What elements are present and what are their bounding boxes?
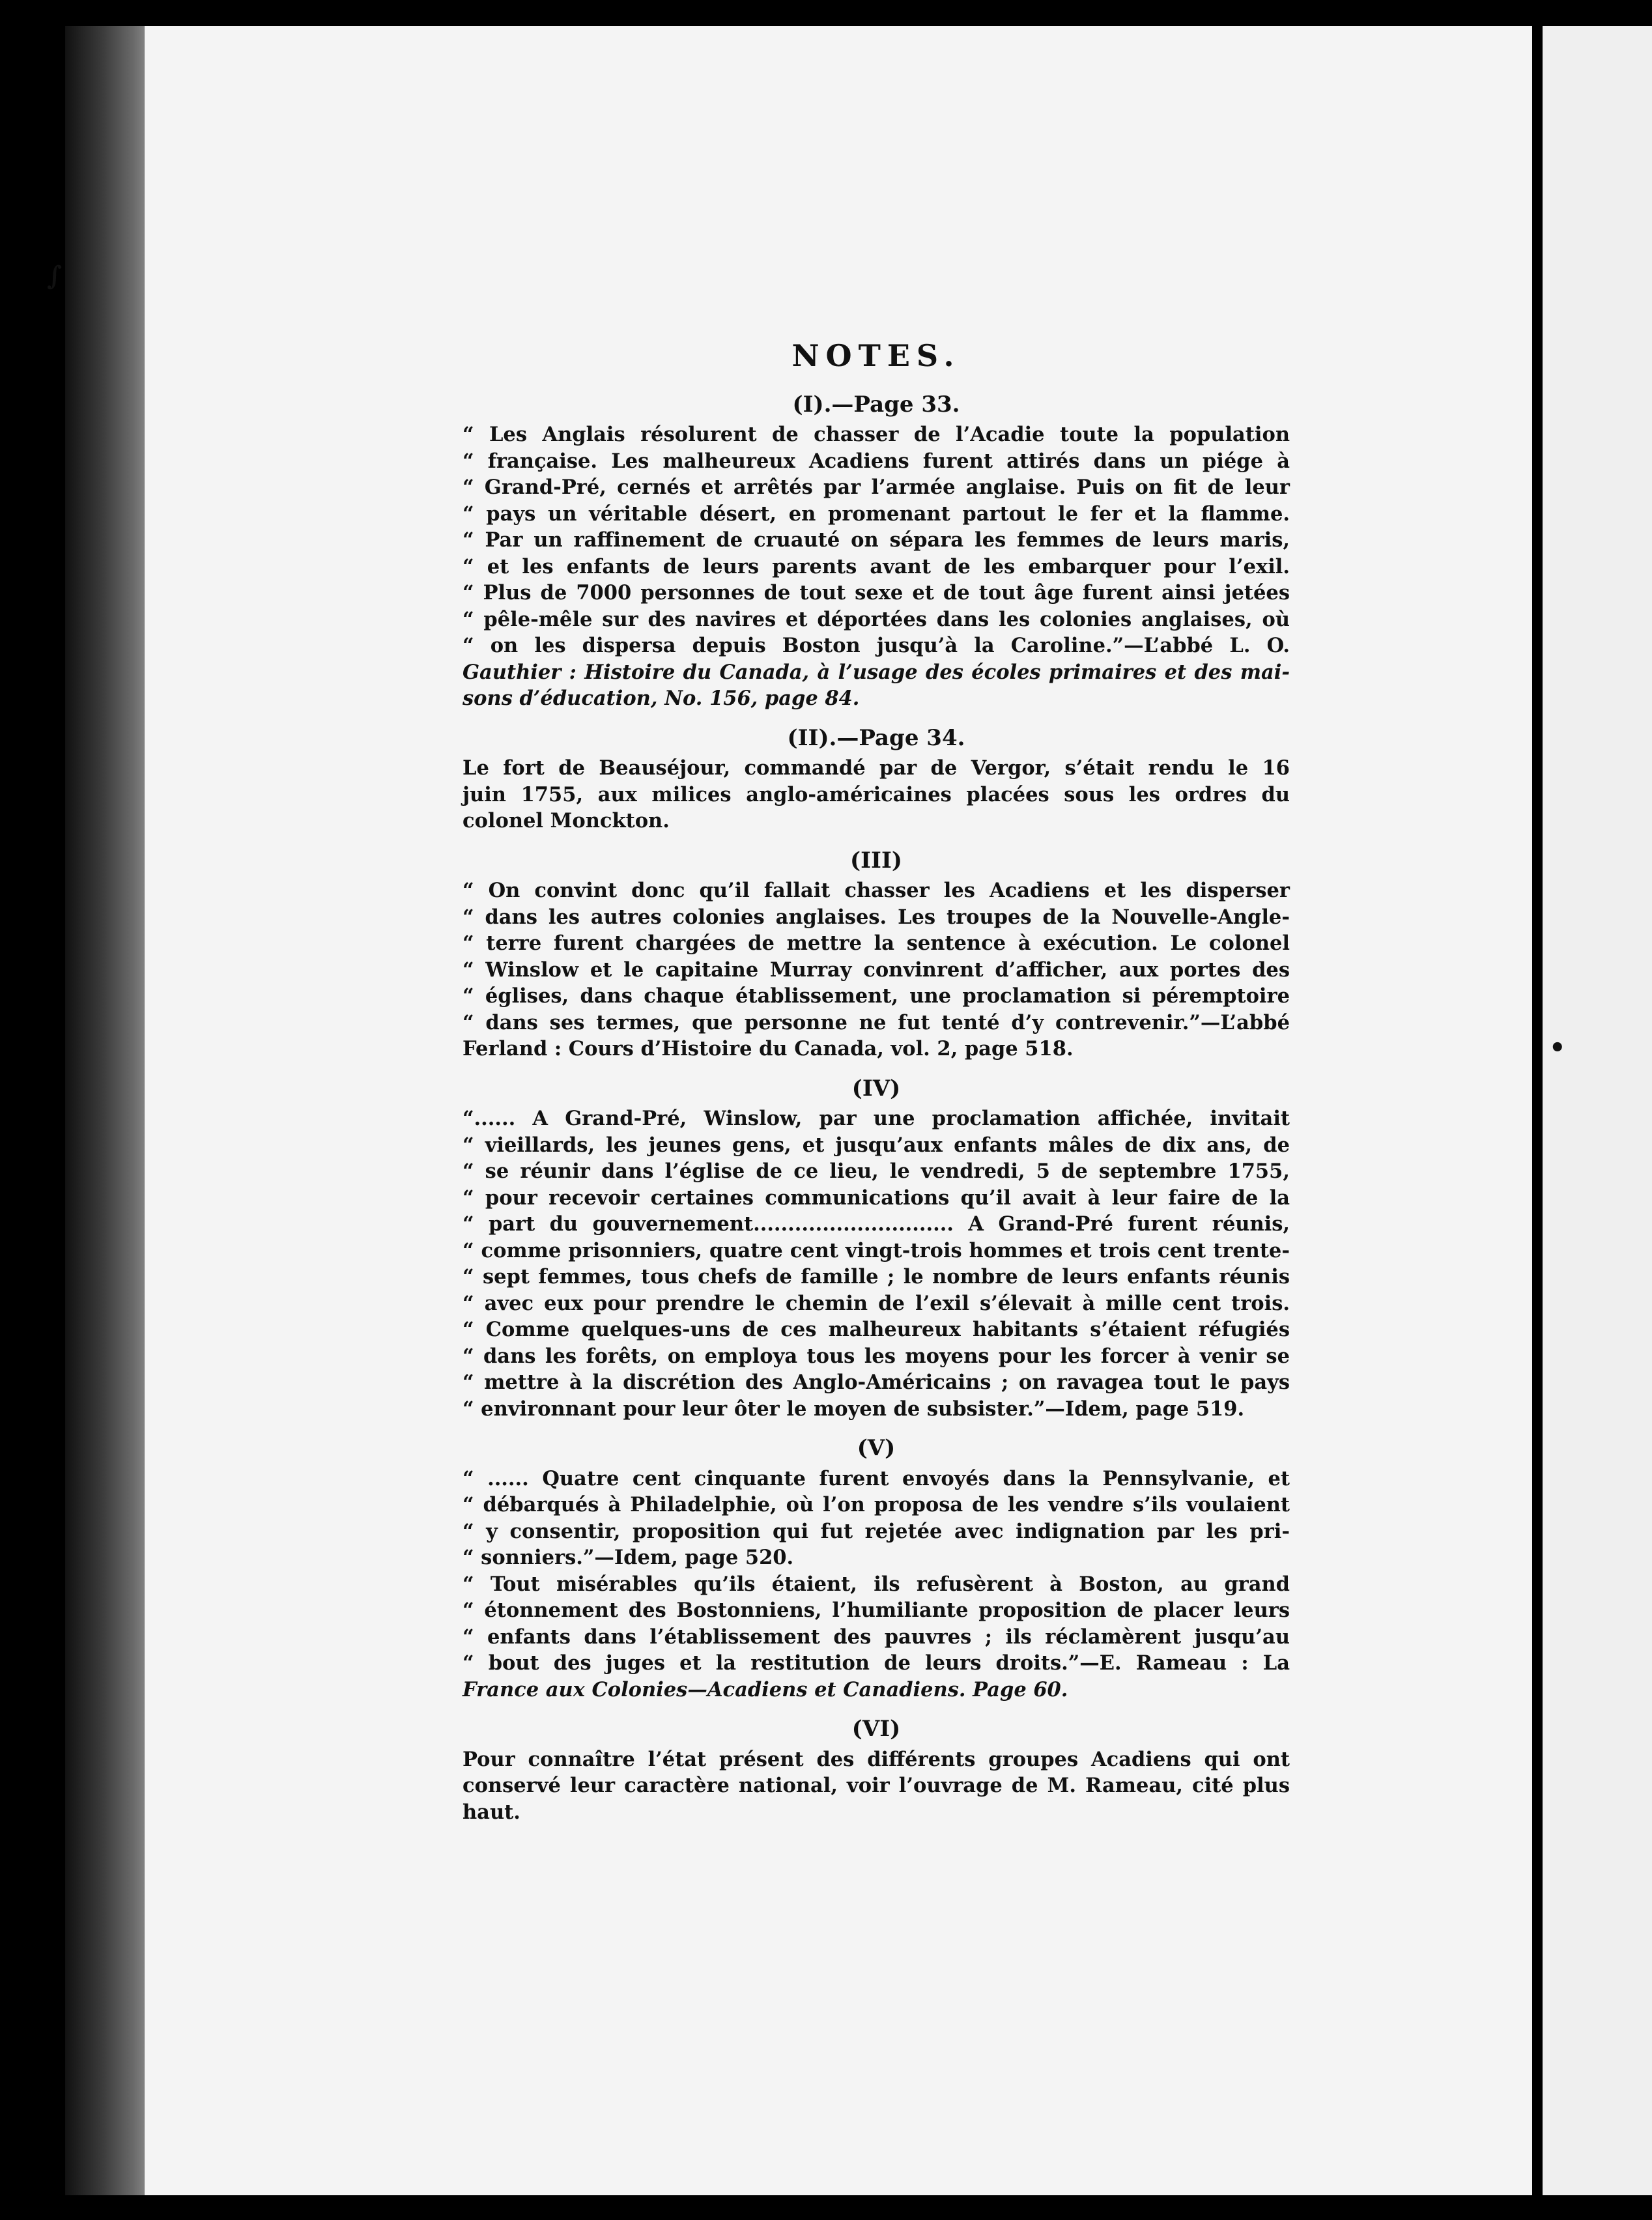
section-title: (III) (850, 847, 902, 874)
note-section-6 (463, 1716, 1290, 1825)
text-line: “ sonniers.”—Idem, page 520. (463, 1546, 794, 1569)
text-line: “ enfants dans l’établissement des pauvres ; ils réclamèrent jusqu’au (463, 1625, 1290, 1649)
text-line: “ se réunir dans l’église de ce lieu, le vendredi, 5 de septembre 1755, (463, 1160, 1290, 1183)
right-margin-mark: • (1549, 1032, 1566, 1063)
text-line: “ Plus de 7000 personnes de tout sexe et de tout âge furent ainsi jetées (463, 581, 1290, 605)
note-section-4 (463, 1075, 1290, 1423)
note-section-5 (463, 1435, 1290, 1703)
facing-page-edge (1543, 26, 1652, 2195)
text-line: “ terre furent chargées de mettre la sentence à exécution. Le colonel (463, 932, 1290, 955)
text-line: “ pêle-mêle sur des navires et déportées dans les colonies anglaises, où (463, 607, 1290, 631)
text-line: “ dans ses termes, que personne ne fut tenté d’y contrevenir.”—L’abbé (463, 1010, 1290, 1034)
text-line: juin 1755, aux milices anglo-américaines placées sous les ordres du (463, 782, 1290, 806)
text-line: “ Winslow et le capitaine Murray convinrent d’afficher, aux portes des (463, 958, 1290, 982)
section-title: (V) (857, 1435, 896, 1461)
left-margin-mark: ∫ (47, 261, 63, 291)
text-line: “ étonnement des Bostonniens, l’humiliante proposition de placer leurs (463, 1599, 1290, 1622)
text-line: Ferland : Cours d’Histoire du Canada, vol. 2, page 518. (463, 1037, 1074, 1060)
text-line: “ comme prisonniers, quatre cent vingt-trois hommes et trois cent trente- (463, 1238, 1290, 1262)
text-line: “ y consentir, proposition qui fut rejetée avec indignation par les pri- (463, 1519, 1290, 1543)
note-section-3 (463, 847, 1290, 1062)
text-line: “ dans les forêts, on employa tous les moyens pour les forcer à venir se (463, 1344, 1290, 1368)
note-section-1 (463, 391, 1290, 712)
text-line: “ mettre à la discrétion des Anglo-Américains ; on ravagea tout le pays (463, 1371, 1290, 1394)
text-line: “ et les enfants de leurs parents avant de les embarquer pour l’exil. (463, 554, 1290, 578)
text-line: “ française. Les malheureux Acadiens furent attirés dans un piége à (463, 449, 1290, 473)
text-line: sons d’éducation, No. 156, page 84. (463, 687, 860, 710)
text-line: “ ...... Quatre cent cinquante furent envoyés dans la Pennsylvanie, et (463, 1466, 1290, 1490)
text-line: “ débarqués à Philadelphie, où l’on proposa de les vendre s’ils voulaient (463, 1493, 1290, 1516)
section-title: (IV) (851, 1075, 901, 1102)
text-line: “ dans les autres colonies anglaises. Les troupes de la Nouvelle-Angle- (463, 905, 1290, 929)
text-line: “ on les dispersa depuis Boston jusqu’à la Caroline.”—L’abbé L. O. (463, 634, 1290, 657)
text-line: conservé leur caractère national, voir l’ouvrage de M. Rameau, cité plus (463, 1774, 1290, 1797)
notes-text-block (463, 339, 1290, 1825)
text-line: “ Par un raffinement de cruauté on sépara les femmes de leurs maris, (463, 528, 1290, 552)
text-line: colonel Monckton. (463, 809, 670, 832)
text-line: “ part du gouvernement............................. A Grand-Pré furent réunis, (463, 1212, 1290, 1236)
text-line: “ bout des juges et la restitution de leurs droits.”—E. Rameau : La (463, 1651, 1290, 1675)
text-line: “ Grand-Pré, cernés et arrêtés par l’armée anglaise. Puis on fit de leur (463, 476, 1290, 499)
book-binding-edge (65, 26, 156, 2195)
text-line: “ pour recevoir certaines communications qu’il avait à leur faire de la (463, 1186, 1290, 1210)
note-section-2 (463, 725, 1290, 834)
text-line: “...... A Grand-Pré, Winslow, par une proclamation affichée, invitait (463, 1107, 1290, 1130)
text-line: haut. (463, 1800, 520, 1824)
page-gutter (1532, 26, 1543, 2195)
text-line: “ pays un véritable désert, en promenant partout le fer et la flamme. (463, 502, 1290, 526)
text-line: Pour connaître l’état présent des différents groupes Acadiens qui ont (463, 1747, 1290, 1771)
text-line: “ On convint donc qu’il fallait chasser les Acadiens et les disperser (463, 879, 1290, 902)
text-line: “ Tout misérables qu’ils étaient, ils refusèrent à Boston, au grand (463, 1572, 1290, 1596)
text-line: “ avec eux pour prendre le chemin de l’exil s’élevait à mille cent trois. (463, 1291, 1290, 1315)
page-heading: NOTES. (791, 338, 961, 373)
text-line: “ environnant pour leur ôter le moyen de subsister.”—Idem, page 519. (463, 1397, 1245, 1421)
text-line: “ sept femmes, tous chefs de famille ; le nombre de leurs enfants réunis (463, 1265, 1290, 1288)
text-line: “ Les Anglais résolurent de chasser de l’Acadie toute la population (463, 423, 1290, 446)
text-line: “ vieillards, les jeunes gens, et jusqu’aux enfants mâles de dix ans, de (463, 1133, 1290, 1157)
section-title: (VI) (851, 1716, 901, 1742)
text-line: Gauthier : Histoire du Canada, à l’usage des écoles primaires et des mai- (463, 660, 1290, 684)
text-line: Le fort de Beauséjour, commandé par de Vergor, s’était rendu le 16 (463, 756, 1290, 780)
text-line: “ Comme quelques-uns de ces malheureux habitants s’étaient réfugiés (463, 1318, 1290, 1341)
section-title: (I).—Page 33. (792, 391, 960, 418)
text-line: France aux Colonies—Acadiens et Canadiens. Page 60. (463, 1677, 1068, 1701)
section-title: (II).—Page 34. (787, 724, 965, 751)
text-line: “ églises, dans chaque établissement, une proclamation si péremptoire (463, 984, 1290, 1008)
